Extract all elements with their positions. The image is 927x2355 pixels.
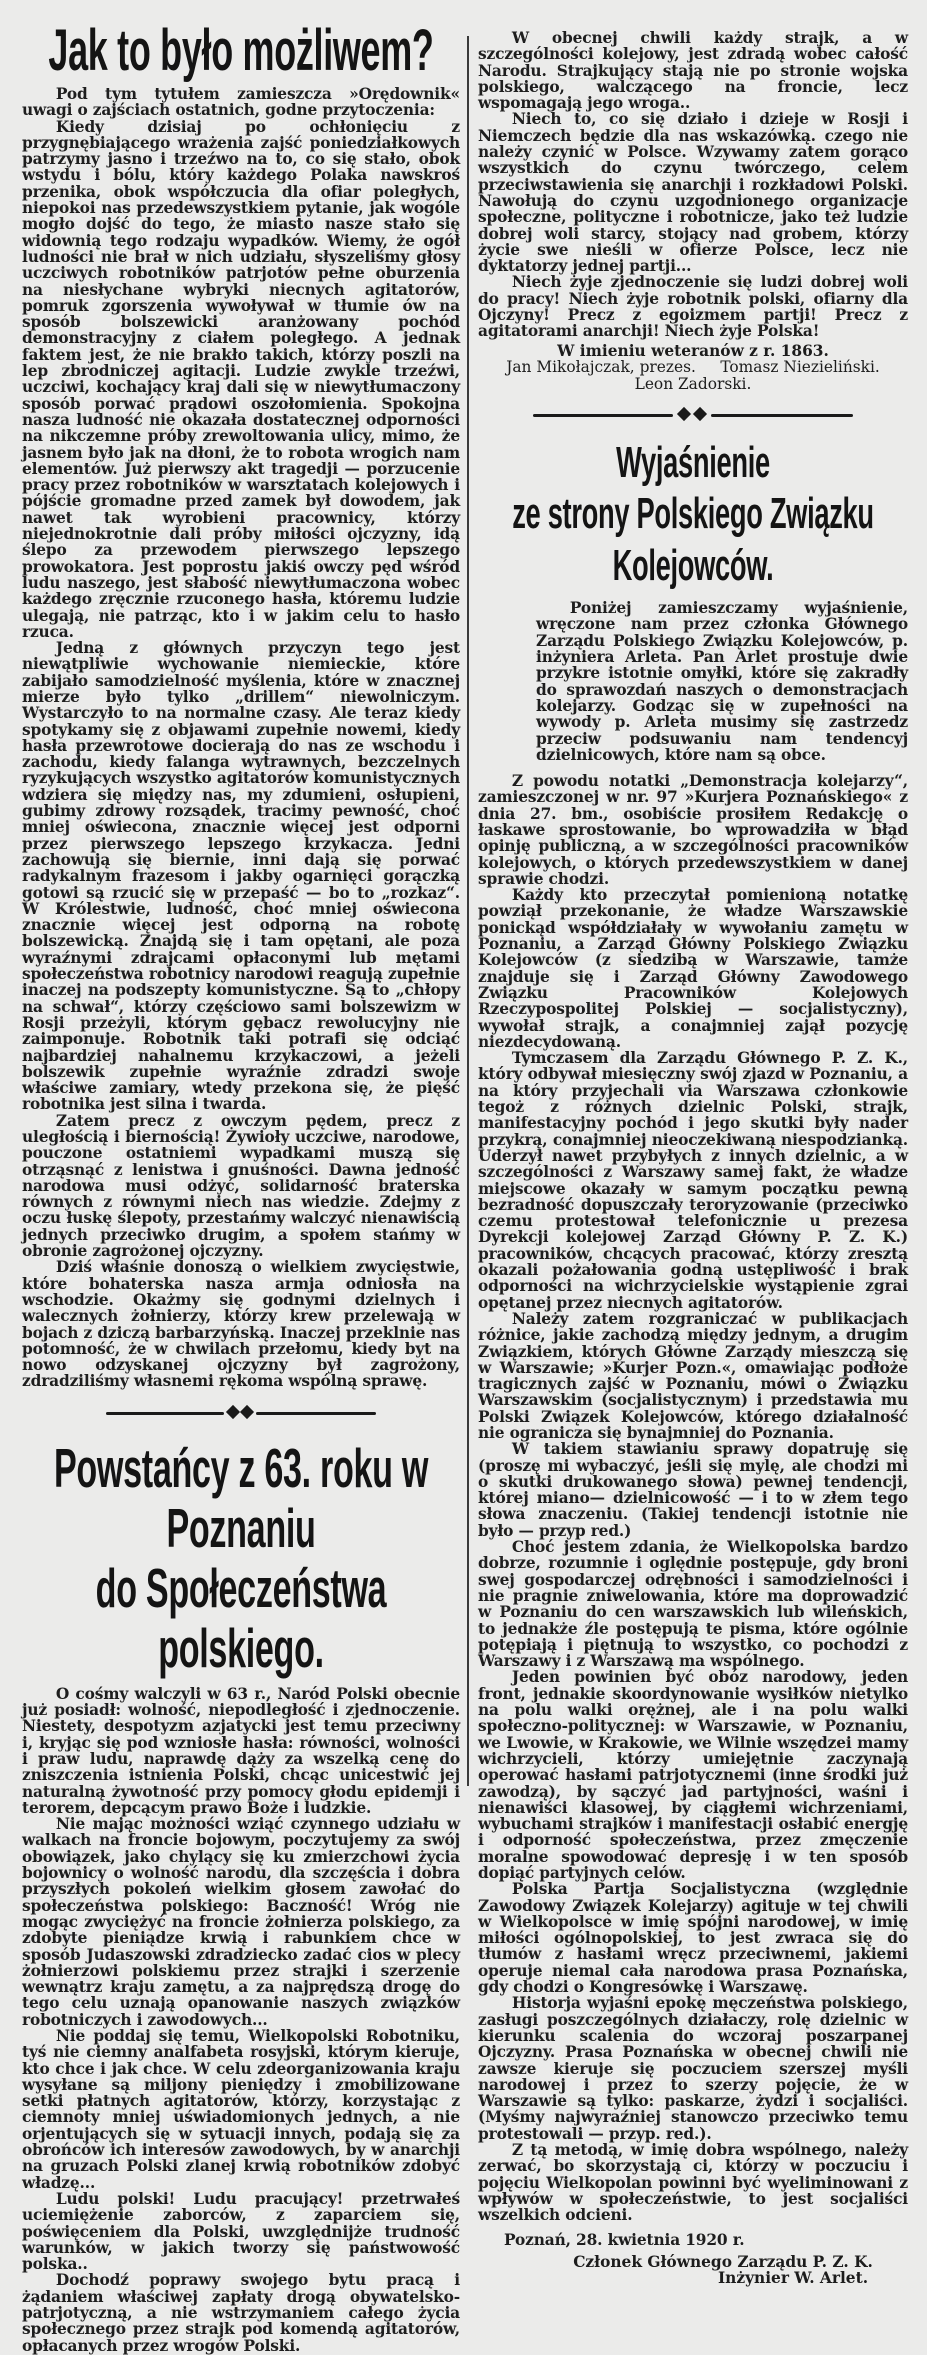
headline-article-3-line-2: ze strony Polskiego Związku Kolejowców.: [512, 489, 874, 591]
article-1-paragraph: Pod tym tytułem zamieszcza »Orędownik« uwagi o zajściach ostatnich, godne przytoczenia:: [22, 85, 460, 120]
article-3-paragraph: Polska Partja Socjalistyczna (względnie Zawodowy Związek Kolejarzy) agituje w tej chwili w Wielkopolsce w imię spójni narodowej, w imię miłości ogólnopolskiej, to jest zwraca się do tłumów z hasłami wręcz przeciwnemi, jakiemi operuje niemal cała narodowa prasa Poznańska, gdy chodzi o Kongresówkę i Warszawę.: [478, 1880, 908, 1997]
signature-name: Inżynier W. Arlet.: [717, 2269, 869, 2288]
headline-article-2-line-2: do Społeczeństwa polskiego.: [95, 1556, 387, 1679]
column-divider: [467, 36, 469, 1786]
article-3-paragraph: Należy zatem rozgraniczać w publikacjach różnice, jakie zachodzą między jednym, a drugim Związkiem, których Główne Zarządy mieszczą się w Warszawie; »Kurjer Pozn.«, omawiając podłoże tragicznych zajść w Poznaniu, mówi o Związku Warszawskim (socjalistycznym) i przedstawia mu Polski Związek Kolejowców, którego działalność nie ogranicza się bynajmniej do Poznania.: [478, 1309, 908, 1442]
left-column: [22, 0, 460, 2354]
editor-note-text: Poniżej zamieszczamy wyjaśnienie, wręczone nam przez członka Głównego Zarządu Polskiego Związku Kolejowców, p. inżyniera Arleta. Pan Arlet prostuje dwie przykre istotnie omyłki, które się zakradły do sprawozdań naszych o demonstracjach kolejarzy. Godząc się w zupełności na wywody p. Arleta musimy się zastrzedz przeciw podsuwaniu nam tendencyj dzielnicowych, które nam są obce.: [536, 599, 908, 764]
article-3-paragraph: Choć jestem zdania, że Wielkopolska bardzo dobrze, rozumnie i oględnie postępuje, gdy broni swej gospodarczej odrębności i samodzielności i nie pragnie zniwelowania, które ma doprowadzić w Poznaniu do cen warszawskich lub wileńskich, to jednakże źle postępują te pisma, które ogólnie potępiają i piętnują to wszystko, co pochodzi z Warszawy i z Warszawą ma wspólnego.: [478, 1538, 908, 1671]
headline-article-2-line-1: Powstańcy z 63. roku w Poznaniu: [53, 1436, 429, 1559]
ornamental-separator: [106, 1402, 376, 1424]
article-2-body: [22, 1686, 460, 2354]
article-3-paragraph: Z tą metodą, w imię dobra wspólnego, należy zerwać, bo skorzystają ci, którzy w poczuciu i pojęciu Wielkopolan powinni być wyeliminowani z wpływów w społeczeństwie, to jest socjaliści wszelkich odcieni.: [478, 2141, 908, 2225]
article-2-paragraph: Nie poddaj się temu, Wielkopolski Robotniku, tyś nie ciemny analfabeta rosyjski, którym kieruje, kto chce i jak chce. W celu zdeorganizowania kraju wysyłane są miljony pieniędzy i zmobilizowane setki płatnych agitatorów, którzy, korzystając z ciemnoty mniej uświadomionych jednych, a nie orjentujących się w sytuacji innych, podają się za obrońców ich interesów zawodowych, by w anarchji na gruzach Polski zlanej krwią robotników zdobyć władzę...: [22, 2026, 460, 2192]
ornamental-separator: [533, 404, 853, 426]
veterans-signatories: Leon Zadorski.: [634, 374, 752, 393]
article-2-paragraph: O cośmy walczyli w 63 r., Naród Polski obecnie już posiadł: wolność, niepodległość i zjednoczenie. Niestety, despotyzm azjatycki jest temu przeciwny i, kryjąc się pod wzniosłe hasła: równości, wolności i praw ludu, naprawdę dąży za wszelką cenę do zniszczenia istnienia Polski, chcąc unicestwić jej naturalną żywotność przy pomocy głodu epidemji i terorem, depcącym prawo Boże i ludzkie.: [22, 1684, 460, 1817]
article-1-paragraph: Kiedy dzisiaj po ochłonięciu z przygnębiającego wrażenia zajść poniedziałkowych patrzymy jasno i trzeźwo na to, co się stało, obok wstydu i bólu, który każdego Polaka nawskroś przenika, obok współczucia dla ofiar poległych, niepokoi nas przedewszystkiem pytanie, jak wogóle mogło dojść do tego, że miasto nasze stało się widownią tego rodzaju wypadków. Wiemy, że ogół ludności nie brał w nich udziału, słyszeliśmy głosy uczciwych robotników patrjotów pełne oburzenia na niesłychane wybryki niecnych agitatorów, pomruk zgorszenia wywoływał w tłumie ów na sposób bolszewicki aranżowany pochód demonstracyjny z ciałem poległego. A jednak faktem jest, że nie brakło takich, którzy poszli na lep zbrodniczej agitacji. Ludzie zwykle trzeźwi, uczciwi, kochający kraj dali się w niewytłumaczony sposób porwać prądowi oszołomienia. Spokojna nasza ludność nie okazała dostatecznej odporności na nikczemne próby zrewoltowania ulicy, mimo, że jasnem było jak na dłoni, że to robota wrogich nam elementów. Już pierwszy akt tragedji — porzucenie pracy przez robotników w warsztatach kolejowych i pójście gromadne przed zamek był dowodem, jak nawet tak wyrobieni pracownicy, którzy niejednokrotnie dali próby miłości ojczyzny, idą ślepo za przewodem pierwszego lepszego prowokatora. Jest poprostu jakiś owczy pęd wśród ludu naszego, jest słabość niewytłumaczona wobec każdego zręcznie rzuconego hasła, któremu ludzie ulegają, nie patrząc, kto i w jakim celu to hasło rzuca.: [22, 117, 460, 641]
article-2-cont-paragraph: W obecnej chwili każdy strajk, a w szczególności kolejowy, jest zdradą wobec całość Narodu. Strajkujący stają nie po stronie wojska polskiego, walczącego na froncie, lecz wspomagają jego wroga..: [478, 29, 908, 113]
article-2-paragraph: Dochodź poprawy swojego bytu pracą i żądaniem właściwej zapłaty drogą obywatelsko-patrjotyczną, a nie wstrzymaniem całego życia społecznego przez strajk pod komendą agitatorów, opłacanych przez wrogów Polski.: [22, 2271, 460, 2355]
article-3-paragraph: W takiem stawianiu sprawy dopatruję się (proszę mi wybaczyć, jeśli się mylę, ale chodzi mi o skutki drukowanego słowa) pewnej tendencji, której miano— dzielnicowość — i to w złem tego słowa znaczeniu. (Takiej tendencji istotnie nie było — przyp red.): [478, 1440, 908, 1540]
article-1-body: [22, 86, 460, 1390]
article-1-paragraph: Zatem precz z owczym pędem, precz z uległością i biernością! Żywioły uczciwe, narodowe, pouczone ostatniemi wypadkami muszą się otrząsnąć z lenistwa i gnuśności. Dawna jedność narodowa musi odżyć, solidarność braterska równych z równymi niech nas wiedzie. Zdejmy z oczu łuskę ślepoty, przestańmy walczyć nienawiścią jednych przeciwko drugim, a społem stańmy w obronie zagrożonej ojczyzny.: [22, 1111, 460, 1261]
headline-article-3-line-1: Wyjaśnienie: [616, 438, 770, 488]
article-1-paragraph: Jedną z głównych przyczyn tego jest niewątpliwie wychowanie niemieckie, które zabijało samodzielność myślenia, które w znacznej mierze było tylko „drillem“ niewolniczym. Wystarczyło to na normalne czasy. Ale teraz kiedy spotykamy się z objawami zupełnie nowemi, kiedy hasła przewrotowe docierają do nas ze wschodu i zachodu, kiedy falanga wytrawnych, bezczelnych ryzykujących wszystko agitatorów komunistycznych wdziera się między nas, my zdumieni, osłupieni, gubimy zdrowy rozsądek, tracimy pewność, choć mniej oświecona, znacznie więcej jest odporni przez pierwszego lepszego krzykacza. Jedni zachowują się biernie, inni dają się porwać radykalnym frazesom i jakby ogarnięci gorączką gotowi są rzucić się w przepaść — bo to „rozkaz“. W Królestwie, ludność, choć mniej oświecona znacznie więcej jest odporną na robotę bolszewicką. Znajdą się i tam opętani, ale poza wyraźnymi zdrajcami opłaconymi lub mętami społeczeństwa robotnicy narodowi reagują zupełnie inaczej na podszepty komunistyczne. Są to „chłopy na schwał“, którzy częściowo sami bolszewizm w Rosji przeżyli, którym gębacz rewolucyjny nie zaimponuje. Robotnik taki potrafi się odciąć najbardziej nahalnemu krzykaczowi, a jeżeli bolszewik zupełnie wyraźnie zdradzi swoje właściwe zamiary, wtedy przekona się, że pięść robotnika jest silna i twarda.: [22, 639, 460, 1114]
headline-article-1: Jak to było możliwem?: [48, 18, 434, 83]
article-3-paragraph: Tymczasem dla Zarządu Głównego P. Z. K., który odbywał miesięczny swój zjazd w Poznaniu, a na który przyjechali via Warszawa członkowie tegoż z różnych dzielnic Polski, strajk, manifestacyjny pochód i jego skutki były nader przykrą, conajmniej nieoczekiwaną niespodzianką. Uderzył nawet przybyłych z innych dzielnic, a w szczególności z Warszawy samej fakt, że władze miejscowe okazały w samym początku pewną bezradność dopuszczały teroryzowanie (przeciwko czemu protestował telefonicznie u prezesa Dyrekcji kolejowej Zarząd Główny P. Z. K.) pracowników, chcących pracować, którzy zresztą okazali pożałowania godną ustępliwość i brak odporności na wichrzycielskie wystąpienie zgrai opętanej przez niecnych agitatorów.: [478, 1049, 908, 1312]
editor-note: [478, 600, 908, 763]
veterans-signature-heading: W imieniu weteranów z r. 1863.: [557, 341, 829, 360]
article-3-paragraph: Każdy kto przeczytał pomienioną notatkę powziął przekonanie, że władze Warszawskie ponickąd współdziałały w wywołaniu zamętu w Poznaniu, a Zarząd Główny Polskiego Związku Kolejowców (z siedzibą w Warszawie, tamże znajduje się i Zarząd Główny Zawodowego Związku Pracowników Kolejowych Rzeczypospolitej Polskiej — socjalistyczny), wywołał strajk, a conajmniej zajął pozycję niezdecydowaną.: [478, 886, 908, 1051]
article-2-cont-paragraph: Niech żyje zjednoczenie się ludzi dobrej woli do pracy! Niech żyje robotnik polski, ofiarny dla Ojczyny! Precz z egoizmem partji! Precz z agitatorami anarchji! Niech żyje Polska!: [478, 273, 908, 341]
article-3-paragraph: Historja wyjaśni epokę męczeństwa polskiego, zasługi poszczególnych działaczy, rolę dzielnic w kierunku scalenia do wczoraj poszarpanej Ojczyzny. Prasa Poznańska w obecnej chwili nie zawsze kieruje się poczuciem szerszej myśli narodowej i przez to szerzy pojęcie, że w Warszawie są tylko: paskarze, żydzi i socjaliści. (Myśmy najwyraźniej stanowczo przeciwko temu protestowali — przyp. red.).: [478, 1994, 908, 2143]
veterans-signatories: Jan Mikołajczak, prezes. Tomasz Niezieliński.: [506, 358, 880, 377]
article-2-paragraph: Ludu polski! Ludu pracujący! przetrwałeś uciemiężenie zaborców, z zaparciem się, poświęceniem dla Polski, uwzględnijże trudność warunków, w jakich tworzy się państwowość polska..: [22, 2189, 460, 2274]
right-column: [478, 0, 908, 2287]
dateline: Poznań, 28. kwietnia 1920 r.: [504, 2230, 745, 2249]
article-3-paragraph: Z powodu notatki „Demonstracja kolejarzy“, zamieszczonej w nr. 97 »Kurjera Poznańskiego« z dnia 27. bm., osobiście prosiłem Redakcję o łaskawe sprostowanie, bo wprowadziła w błąd opinję publiczną, a w szczególności pracowników kolejowych, o których przedewszystkiem w danej sprawie chodzi.: [478, 772, 908, 888]
article-2-paragraph: Nie mając możności wziąć czynnego udziału w walkach na froncie bojowym, poczytujemy za swój obowiązek, jako chylący się ku zmierzchowi życia bojownicy o wolność narodu, dla szczęścia i dobra przyszłych pokoleń wielkim głosem zawołać do społeczeństwa polskiego: Baczność! Wróg nie mogąc zwyciężyć na froncie żołnierza polskiego, za zdobyte pieniądze krwią i rabunkiem chce w sposób Judaszowski zdradziecko zadać cios w plecy żołnierzowi polskiemu przez strajki i szerzenie wewnątrz kraju zamętu, a za najprędszą drogę do tego celu uznają opanowanie naszych związków robotniczych i zawodowych...: [22, 1815, 460, 2029]
article-2-continued: [478, 30, 908, 392]
article-3-body: [478, 773, 908, 2223]
signature-title: Członek Głównego Zarządu P. Z. K.: [573, 2252, 873, 2271]
article-3-paragraph: Jeden powinien być obóz narodowy, jeden front, jednakie skoordynowanie wysiłków nietylko na polu walki orężnej, ale i na polu walki społeczno-politycznej: w Warszawie, w Poznaniu, we Lwowie, w Krakowie, we Wilnie wszędzei mamy wichrzycieli, którzy umiejętnie zaczynają operować hasłami patrjotycznemi (inne środki już zawodzą), by sączyć jad partyjności, waśni i nienawiści klasowej, by ciągłemi wichrzeniami, wybuchami strajków i manifestacji osłabić energję i odporność społeczeństwa, przez zmęczenie moralne spowodować depresję i w ten sposób dopiąć partyjnych celów.: [478, 1668, 908, 1882]
article-1-paragraph: Dziś właśnie donoszą o wielkiem zwycięstwie, które bohaterska nasza armja odniosła na wschodzie. Okażmy się godnymi dzielnych i walecznych żołnierzy, którzy krew przelewają w bojach z dziczą barbarzyńską. Inaczej przeklnie nas potomność, że w chwilach przełomu, kiedy byt na nowo odzyskanej ojczyzny był zagrożony, zdradziliśmy własnemi rękoma wspólną sprawę.: [22, 1258, 460, 1391]
article-2-cont-paragraph: Niech to, co się działo i dzieje w Rosji i Niemczech będzie dla nas wskazówką. czego nie należy czynić w Polsce. Wzywamy zatem gorąco wszystkich do czynu twórczego, celem przeciwstawienia się anarchji i rozkładowi Polski. Nawołują do czynu uzgodnionego organizacje społeczne, polityczne i robotnicze, jako też ludzie dobrej woli starcy, stojący nad grobem, którzy życie swe nieśli w ofierze Polsce, lecz nie dyktatorzy jednej partji...: [478, 110, 908, 276]
